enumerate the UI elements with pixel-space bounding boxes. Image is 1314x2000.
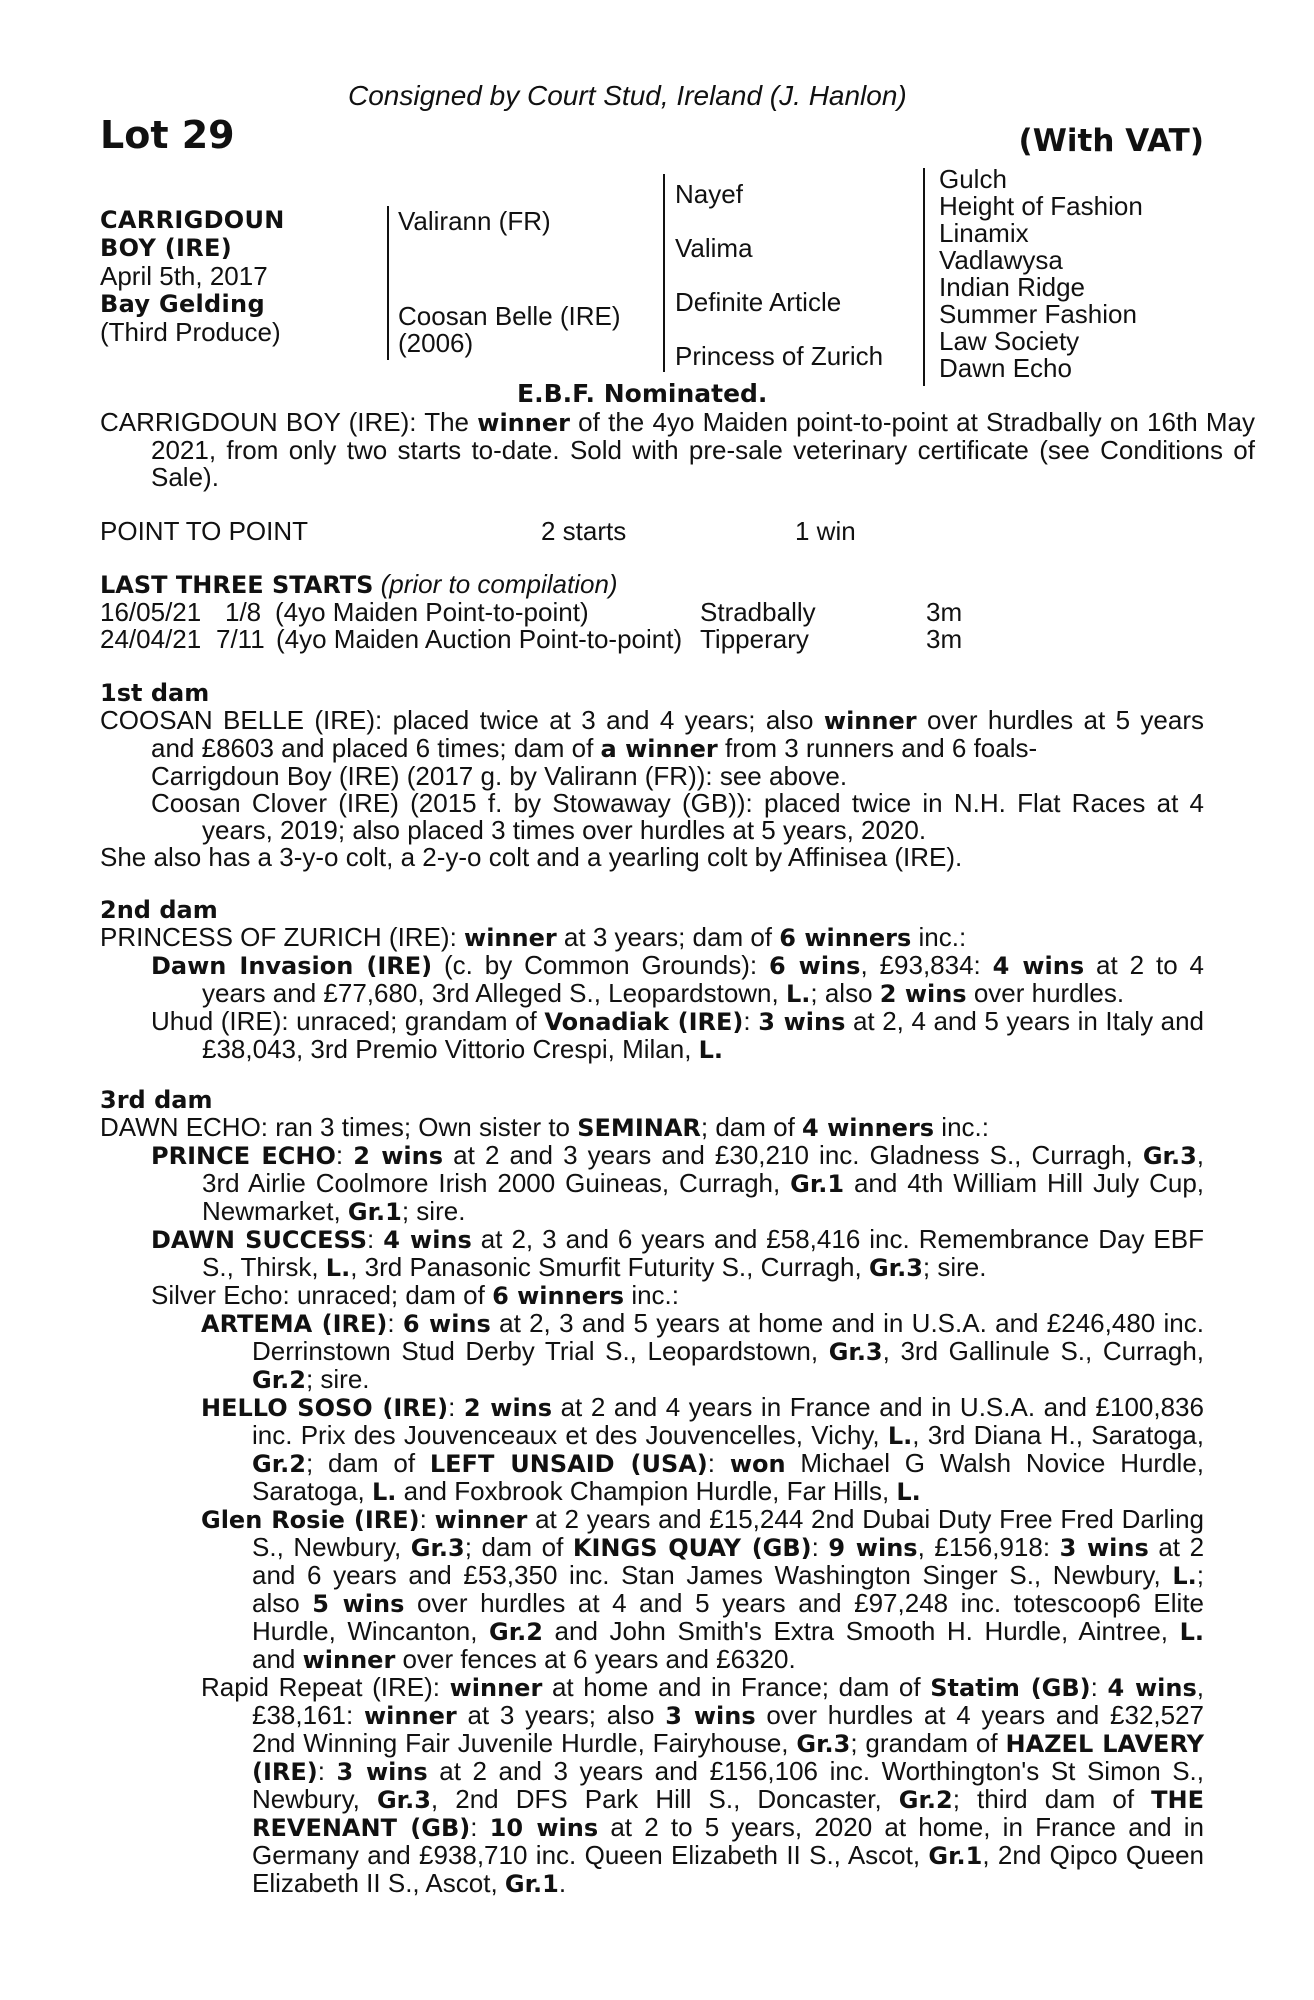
pedigree-dam: Coosan Belle (IRE) (398, 301, 621, 331)
grand-progeny-entry: Rapid Repeat (IRE): winner at home and in France; dam of Statim (GB): 4 wins, £38,161: winner at 3 years; also 3 wins over hurdles at 4 years and £32,527 2nd Winning Fair Juvenile Hurdle, Fairyhouse, Gr.3; grandam of HAZEL LAVERY (IRE): 3 wins at 2 and 3 years and £156,106 inc. Worthington's St Simon S., Newbury, Gr.3, 2nd DFS Park Hill S., Doncaster, Gr.2; third dam of THE REVENANT (GB): 10 wins at 2 to 5 years, 2020 at home, in France and in Germany and £938,710 inc. Queen Elizabeth II S., Ascot, Gr.1, 2nd Qipco Queen Elizabeth II S., Ascot, Gr.1. (201, 1672, 1205, 1898)
horse-name-line1: CARRIGDOUN (100, 206, 285, 234)
start-row-position: 1/8 (225, 597, 262, 627)
second-dam-heading: 2nd dam (100, 896, 218, 924)
third-dam-heading: 3rd dam (100, 1086, 213, 1114)
pedigree-gen3-1: Gulch (939, 164, 1007, 194)
progeny-entry: Uhud (IRE): unraced; grandam of Vonadiak (IRE): 3 wins at 2, 4 and 5 years in Italy and £38,043, 3rd Premio Vittorio Crespi, Milan, L. (151, 1006, 1205, 1064)
first-dam-note: She also has a 3-y-o colt, a 2-y-o colt and a yearling colt by Affinisea (IRE). (100, 842, 963, 872)
start-row-course: Stradbally (700, 597, 816, 627)
start-row-course: Tipperary (700, 624, 809, 654)
pedigree-gen3-8: Dawn Echo (939, 353, 1072, 383)
produce-number: (Third Produce) (100, 317, 281, 347)
consignor-line: Consigned by Court Stud, Ireland (J. Hanlon) (348, 80, 907, 111)
start-row-date: 24/04/21 (100, 624, 202, 654)
horse-info (100, 206, 285, 346)
start-row-distance: 3m (926, 597, 963, 627)
progeny-entry: PRINCE ECHO: 2 wins at 2 and 3 years and £30,210 inc. Gladness S., Curragh, Gr.3, 3rd Airlie Coolmore Irish 2000 Guineas, Curragh, Gr.1 and 4th William Hill July Cup, Newmarket, Gr.1; sire. (151, 1140, 1205, 1226)
pedigree-gen3-2: Height of Fashion (939, 191, 1143, 221)
pedigree-divider-2 (663, 174, 665, 372)
horse-name-line2: BOY (IRE) (100, 234, 233, 262)
pedigree-sire-sire: Nayef (675, 179, 743, 209)
start-row-position: 7/11 (216, 624, 265, 654)
pedigree-divider-3 (923, 168, 925, 386)
pedigree-gen3-6: Summer Fashion (939, 299, 1137, 329)
record-starts: 2 starts (541, 516, 627, 546)
first-dam-entry: COOSAN BELLE (IRE): placed twice at 3 and 4 years; also winner over hurdles at 5 years and £8603 and placed 6 times; dam of a winner from 3 runners and 6 foals- (100, 705, 1204, 763)
ebf-nomination: E.B.F. Nominated. (517, 379, 768, 408)
start-row-race: (4yo Maiden Auction Point-to-point) (276, 624, 683, 654)
record-wins: 1 win (795, 516, 856, 546)
record-label: POINT TO POINT (100, 516, 309, 546)
start-row-race: (4yo Maiden Point-to-point) (275, 597, 589, 627)
lot-number: Lot 29 (100, 113, 235, 157)
pedigree-dam-year: (2006) (398, 328, 474, 358)
grand-progeny-entry: ARTEMA (IRE): 6 wins at 2, 3 and 5 years at home and in U.S.A. and £246,480 inc. Derrinstown Stud Derby Trial S., Leopardstown, Gr.3, 3rd Gallinule S., Curragh, Gr.2; sire. (201, 1308, 1205, 1394)
second-dam-section (100, 897, 1204, 1064)
second-dam-entry: PRINCESS OF ZURICH (IRE): winner at 3 years; dam of 6 winners inc.: (100, 922, 967, 952)
pedigree-sire: Valirann (FR) (398, 206, 551, 236)
pedigree-gen3-5: Indian Ridge (939, 272, 1085, 302)
pedigree-gen3-4: Vadlawysa (939, 245, 1063, 275)
progeny-entry: Carrigdoun Boy (IRE) (2017 g. by Valirann (FR)): see above. (151, 761, 848, 791)
third-dam-entry: DAWN ECHO: ran 3 times; Own sister to SEMINAR; dam of 4 winners inc.: (100, 1112, 989, 1142)
horse-sex: Bay Gelding (100, 290, 265, 318)
pedigree-gen3-3: Linamix (939, 218, 1029, 248)
third-dam-section (100, 1087, 1204, 1898)
intro-paragraph: CARRIGDOUN BOY (IRE): The winner of the 4yo Maiden point-to-point at Stradbally on 16th May 2021, from only two starts to-date. Sold with pre-sale veterinary certificate (see Conditions of Sale). (100, 407, 1256, 492)
start-row-date: 16/05/21 (100, 597, 202, 627)
pedigree-divider-1 (387, 206, 389, 360)
pedigree-gen3-7: Law Society (939, 326, 1080, 356)
vat-label: (With VAT) (1018, 123, 1204, 159)
progeny-entry: Coosan Clover (IRE) (2015 f. by Stowaway (GB)): placed twice in N.H. Flat Races at 4 years, 2019; also placed 3 times over hurdles at 5 years, 2020. (151, 788, 1204, 845)
progeny-entry: Silver Echo: unraced; dam of 6 winners inc.: (151, 1280, 680, 1310)
progeny-entry: Dawn Invasion (IRE) (c. by Common Grounds): 6 wins, £93,834: 4 wins at 2 to 4 years and £77,680, 3rd Alleged S., Leopardstown, L.; also 2 wins over hurdles. (151, 950, 1205, 1008)
grand-progeny-entry: Glen Rosie (IRE): winner at 2 years and £15,244 2nd Dubai Duty Free Fred Darling S., Newbury, Gr.3; dam of KINGS QUAY (GB): 9 wins, £156,918: 3 wins at 2 and 6 years and £53,350 inc. Stan James Washington Singer S., Newbury, L.; also 5 wins over hurdles at 4 and 5 years and £97,248 inc. totescoop6 Elite Hurdle, Wincanton, Gr.2 and John Smith's Extra Smooth H. Hurdle, Aintree, L. and winner over fences at 6 years and £6320. (201, 1504, 1205, 1674)
start-row-distance: 3m (926, 624, 963, 654)
pedigree-dam-dam: Princess of Zurich (675, 341, 884, 371)
progeny-entry: DAWN SUCCESS: 4 wins at 2, 3 and 6 years and £58,416 inc. Remembrance Day EBF S., Thirsk, L., 3rd Panasonic Smurfit Futurity S., Curragh, Gr.3; sire. (151, 1224, 1204, 1282)
first-dam-section (100, 680, 1204, 871)
last-starts-heading: LAST THREE STARTS (prior to compilation) (100, 569, 618, 599)
first-dam-heading: 1st dam (100, 679, 210, 707)
grand-progeny-entry: HELLO SOSO (IRE): 2 wins at 2 and 4 years in France and in U.S.A. and £100,836 inc. Prix des Jouvenceaux et des Jouvencelles, Vichy, L., 3rd Diana H., Saratoga, Gr.2; dam of LEFT UNSAID (USA): won Michael G Walsh Novice Hurdle, Saratoga, L. and Foxbrook Champion Hurdle, Far Hills, L. (201, 1392, 1205, 1506)
pedigree-sire-dam: Valima (675, 233, 753, 263)
pedigree-dam-sire: Definite Article (675, 287, 842, 317)
foaling-date: April 5th, 2017 (100, 261, 268, 291)
